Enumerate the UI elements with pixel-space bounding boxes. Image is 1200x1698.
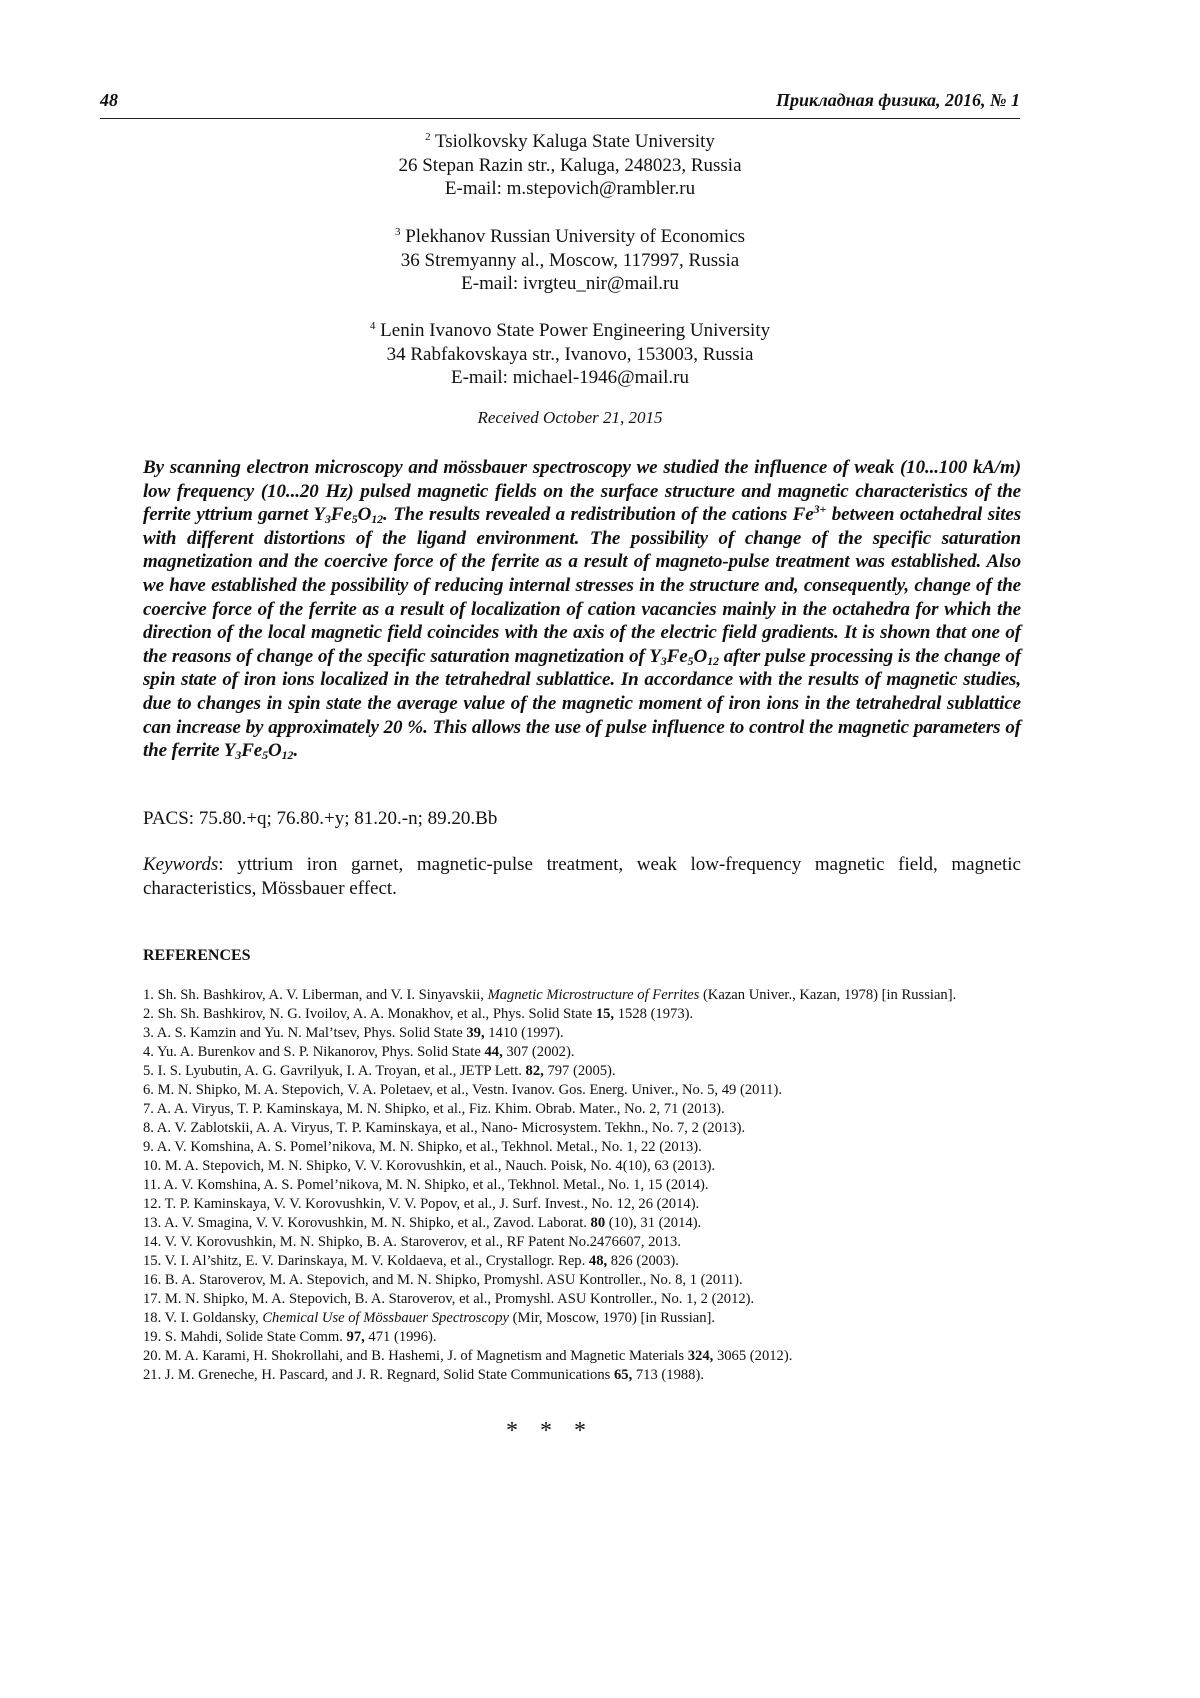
reference-volume: 82, <box>525 1063 544 1079</box>
page-number: 48 <box>100 90 118 110</box>
reference-item <box>143 986 1023 1005</box>
reference-text: 6. M. N. Shipko, M. A. Stepovich, V. A. Poletaev, et al., Vestn. Ivanov. Gos. Energ. Univer., No. 5, 49 (2011). <box>143 1082 782 1098</box>
reference-text: 14. V. V. Korovushkin, M. N. Shipko, B. A. Staroverov, et al., RF Patent No.2476607, 2013. <box>143 1234 681 1250</box>
pacs-codes: PACS: 75.80.+q; 76.80.+y; 81.20.-n; 89.20.Bb <box>143 808 498 829</box>
reference-item <box>143 1252 1023 1271</box>
affiliation-block <box>100 221 1040 296</box>
reference-volume: 97, <box>346 1329 365 1345</box>
reference-text-end: 3065 (2012). <box>713 1348 793 1364</box>
affiliation-line <box>100 272 1040 296</box>
journal-title: Прикладная физика, 2016, № 1 <box>775 90 1020 110</box>
abstract-text: between octahedral sites with different distortions of the ligand environment. The possibility of change of the specific saturation magnetization and the coercive force of the ferrite as a result of magneto-pulse treatment was established. Also we have established the possibility of reducing internal stresses in the structure and, consequently, change of the coercive force of the ferrite as a result of localization of cation vacancies mainly in the octahedra for which the direction of the local magnetic field coincides with the axis of the electric field gradients. It is shown that one of the reasons of change of the specific saturation magnetization of Y <box>143 504 1022 667</box>
reference-text: 13. A. V. Smagina, V. V. Korovushkin, M. N. Shipko, et al., Zavod. Laborat. <box>143 1215 591 1231</box>
reference-volume: 80 <box>590 1215 606 1231</box>
reference-text: 4. Yu. A. Burenkov and S. P. Nikanorov, Phys. Solid State <box>143 1044 485 1060</box>
subscript: 12 <box>371 512 384 527</box>
reference-volume: 44, <box>484 1044 503 1060</box>
reference-item <box>143 1366 1023 1385</box>
superscript: 3+ <box>813 502 827 517</box>
affiliation-text: Tsiolkovsky Kaluga State University <box>434 131 715 152</box>
reference-item <box>143 1138 1023 1157</box>
reference-text: 19. S. Mahdi, Solide State Comm. <box>143 1329 347 1345</box>
reference-item <box>143 1176 1023 1195</box>
reference-item <box>143 1043 1023 1062</box>
subscript: 12 <box>281 748 294 763</box>
subscript: 3 <box>324 512 331 527</box>
affiliation-line <box>100 221 1040 249</box>
abstract-text: O <box>268 740 282 762</box>
subscript: 3 <box>235 748 242 763</box>
subscript: 5 <box>262 748 268 763</box>
reference-item <box>143 1290 1023 1309</box>
reference-item <box>143 1309 1023 1328</box>
running-header <box>100 90 1020 119</box>
reference-text: 2. Sh. Sh. Bashkirov, N. G. Ivoilov, A. A. Monakhov, et al., Phys. Solid State <box>143 1006 596 1022</box>
reference-item <box>143 1214 1023 1233</box>
reference-item <box>143 1347 1023 1366</box>
reference-text: 8. A. V. Zablotskii, A. A. Viryus, T. P. Kaminskaya, et al., Nano- Microsystem. Tekhn., No. 7, 2 (2013). <box>143 1120 746 1136</box>
reference-text-end: 471 (1996). <box>364 1329 437 1345</box>
reference-text: 17. M. N. Shipko, M. A. Stepovich, B. A. Staroverov, et al., Promyshl. ASU Kontroller., No. 1, 2 (2012). <box>143 1291 755 1307</box>
reference-text: 15. V. I. Al’shitz, E. V. Darinskaya, M. V. Koldaeva, et al., Crystallogr. Rep. <box>143 1253 589 1269</box>
affiliation-text: E-mail: ivrgteu_nir@mail.ru <box>461 273 679 294</box>
affiliation-text: E-mail: michael-1946@mail.ru <box>450 367 690 388</box>
affiliation-line <box>100 366 1040 390</box>
abstract-text: Fe <box>330 504 352 526</box>
subscript: 5 <box>351 512 358 527</box>
affiliation-line <box>100 315 1040 343</box>
reference-text: 1. Sh. Sh. Bashkirov, A. V. Liberman, and V. I. Sinyavskii, <box>143 987 488 1003</box>
reference-text: 16. B. A. Staroverov, M. A. Stepovich, and M. N. Shipko, Promyshl. ASU Kontroller., No. 8, 1 (2011). <box>143 1272 743 1288</box>
abstract-text: By scanning electron microscopy and mössbauer spectroscopy we studied the influence of weak (10...100 kA/m) low frequency (10...20 Hz) pulsed magnetic fields on the surface structure and magnetic characteristics of the ferrite yttrium garnet Y <box>143 457 1021 526</box>
reference-text: 12. T. P. Kaminskaya, V. V. Korovushkin, V. V. Popov, et al., J. Surf. Invest., No. 12, 26 (2014). <box>143 1196 700 1212</box>
abstract-text: after pulse processing is the change of spin state of iron ions localized in the tetrahedral sublattice. In accordance with the results of magnetic studies, due to changes in spin state the average value of the magnetic moment of iron ions in the tetrahedral sublattice can increase by approximately 20 %. This allows the use of pulse influence to control the magnetic parameters of the ferrite Y <box>143 645 1021 762</box>
reference-text-end: 1410 (1997). <box>484 1025 564 1041</box>
abstract <box>143 456 1021 763</box>
abstract-text: . <box>293 740 299 762</box>
end-mark: * * * <box>506 1418 594 1444</box>
reference-text-end: 1528 (1973). <box>614 1006 694 1022</box>
abstract-text: O <box>357 504 372 526</box>
affiliation-block <box>100 315 1040 390</box>
subscript: 5 <box>687 653 694 668</box>
affiliation-text: 34 Rabfakovskaya str., Ivanovo, 153003, Russia <box>386 343 754 365</box>
affiliation-number: 4 <box>369 320 376 332</box>
reference-volume: 48, <box>588 1253 608 1269</box>
affiliation-number: 3 <box>394 226 401 238</box>
reference-text: 3. A. S. Kamzin and Yu. N. Mal’tsev, Phys. Solid State <box>143 1025 467 1041</box>
references-list <box>143 986 1023 1385</box>
affiliation-text: Plekhanov Russian University of Economics <box>405 226 746 247</box>
reference-item <box>143 1024 1023 1043</box>
reference-title: Chemical Use of Mössbauer Spectroscopy <box>262 1310 510 1326</box>
reference-text-end: 826 (2003). <box>607 1253 679 1269</box>
abstract-text: . The results revealed a redistribution of the cations Fe <box>383 504 814 526</box>
reference-item <box>143 1119 1023 1138</box>
affiliation-text: 36 Stremyanny al., Moscow, 117997, Russia <box>400 249 740 271</box>
reference-title: Magnetic Microstructure of Ferrites <box>487 987 700 1003</box>
reference-text-end: (Kazan Univer., Kazan, 1978) [in Russian]. <box>699 987 957 1003</box>
subscript: 12 <box>707 653 719 668</box>
keywords <box>143 853 1021 901</box>
reference-text-end: 307 (2002). <box>502 1044 575 1060</box>
references-heading: REFERENCES <box>143 947 251 964</box>
affiliation-line <box>100 177 1040 201</box>
reference-text: 20. M. A. Karami, H. Shokrollahi, and B. Hashemi, J. of Magnetism and Magnetic Materials <box>143 1348 688 1364</box>
reference-text: 18. V. I. Goldansky, <box>143 1310 263 1326</box>
reference-item <box>143 1328 1023 1347</box>
keywords-label: Keywords <box>143 854 219 875</box>
reference-text: 11. A. V. Komshina, A. S. Pomel’nikova, M. N. Shipko, et al., Tekhnol. Metal., No. 1, 15 (2014). <box>143 1177 709 1193</box>
affiliation-text: 26 Stepan Razin str., Kaluga, 248023, Russia <box>398 154 742 176</box>
reference-text: 21. J. M. Greneche, H. Pascard, and J. R. Regnard, Solid State Communications <box>143 1367 614 1383</box>
reference-item <box>143 1081 1023 1100</box>
reference-item <box>143 1271 1023 1290</box>
reference-item <box>143 1005 1023 1024</box>
affiliation-line <box>100 343 1040 367</box>
affiliation-line <box>100 249 1040 273</box>
reference-volume: 15, <box>595 1006 615 1022</box>
reference-volume: 39, <box>466 1025 485 1041</box>
reference-text-end: 713 (1988). <box>632 1367 704 1383</box>
keywords-text: : yttrium iron garnet, magnetic-pulse treatment, weak low-frequency magnetic field, magnetic characteristics, Mössbauer effect. <box>143 854 1021 899</box>
reference-text: 7. A. A. Viryus, T. P. Kaminskaya, M. N. Shipko, et al., Fiz. Khim. Obrab. Mater., No. 2, 71 (2013). <box>143 1101 725 1117</box>
affiliation-number: 2 <box>425 131 431 143</box>
abstract-text: Fe <box>666 645 688 667</box>
affiliation-text: Lenin Ivanovo State Power Engineering University <box>380 320 771 341</box>
reference-item <box>143 1062 1023 1081</box>
reference-text: 9. A. V. Komshina, A. S. Pomel’nikova, M. N. Shipko, et al., Tekhnol. Metal., No. 1, 22 (2013). <box>143 1139 702 1155</box>
abstract-text: Fe <box>241 740 263 762</box>
reference-text: 5. I. S. Lyubutin, A. G. Gavrilyuk, I. A. Troyan, et al., JETP Lett. <box>143 1063 526 1079</box>
reference-volume: 324, <box>687 1348 714 1364</box>
reference-item <box>143 1100 1023 1119</box>
reference-text: 10. M. A. Stepovich, M. N. Shipko, V. V. Korovushkin, et al., Nauch. Poisk, No. 4(10), 63 (2013). <box>143 1158 716 1174</box>
affiliation-text: E-mail: m.stepovich@rambler.ru <box>444 178 696 199</box>
affiliation-line <box>100 126 1040 154</box>
reference-text-end: 797 (2005). <box>543 1063 616 1079</box>
abstract-text: O <box>693 645 708 667</box>
received-date: Received October 21, 2015 <box>477 408 663 427</box>
reference-volume: 65, <box>613 1367 633 1383</box>
reference-item <box>143 1233 1023 1252</box>
subscript: 3 <box>660 653 667 668</box>
reference-item <box>143 1195 1023 1214</box>
reference-text-end: (10), 31 (2014). <box>605 1215 702 1231</box>
reference-text-end: (Mir, Moscow, 1970) [in Russian]. <box>509 1310 716 1326</box>
reference-item <box>143 1157 1023 1176</box>
affiliation-block <box>100 126 1040 201</box>
affiliation-line <box>100 154 1040 178</box>
